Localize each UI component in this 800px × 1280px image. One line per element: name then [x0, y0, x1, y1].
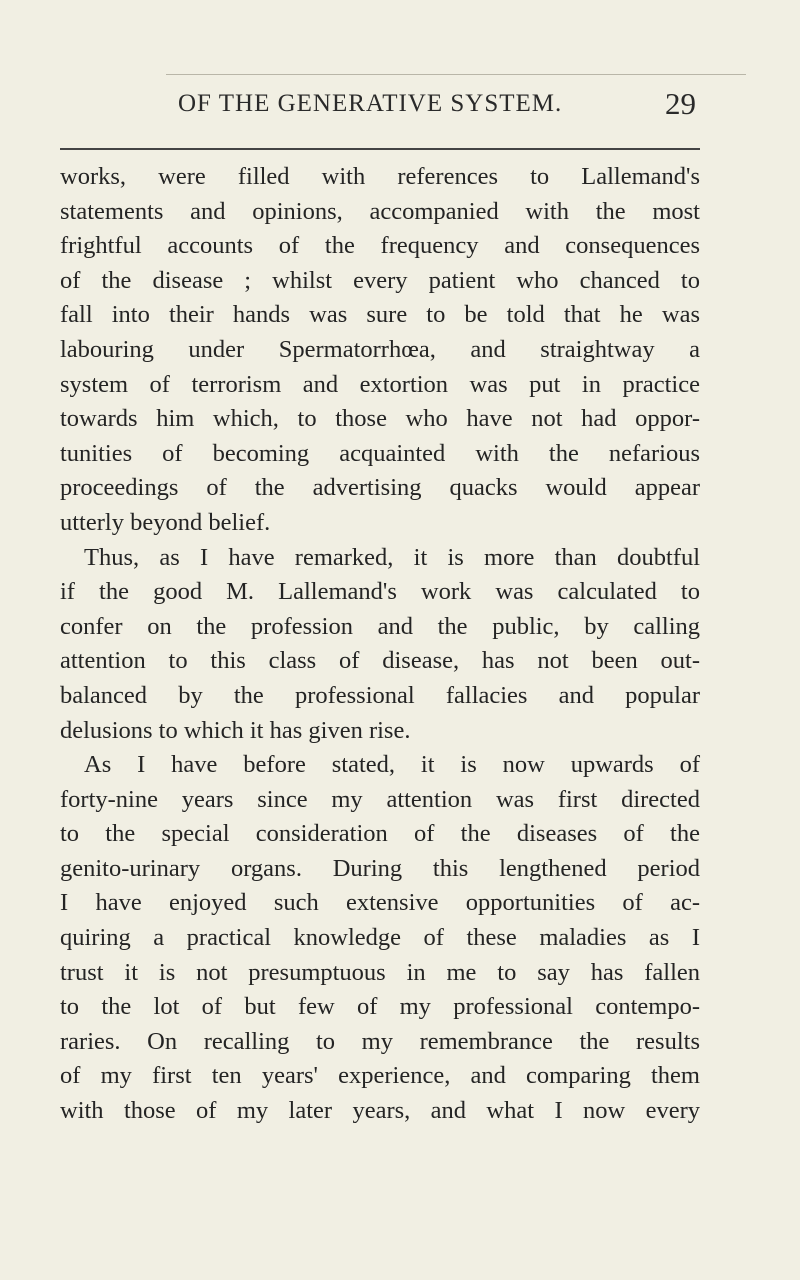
header-rule — [60, 148, 700, 150]
text-line: attention to this class of disease, has not been out- — [60, 647, 700, 675]
body-text — [60, 160, 700, 1129]
page-number: 29 — [665, 86, 696, 121]
text-line: fall into their hands was sure to be told that he was — [60, 301, 700, 329]
text-line: to the lot of but few of my professional contempo- — [60, 993, 700, 1021]
text-line: I have enjoyed such extensive opportunities of ac- — [60, 889, 700, 917]
page-header — [178, 86, 696, 126]
text-line: proceedings of the advertising quacks would appear — [60, 474, 700, 502]
text-line: delusions to which it has given rise. — [60, 716, 411, 744]
text-line: statements and opinions, accompanied with the most — [60, 197, 700, 225]
text-line: towards him which, to those who have not had oppor- — [60, 405, 700, 433]
text-line: system of terrorism and extortion was put in practice — [60, 370, 700, 398]
text-line: Thus, as I have remarked, it is more than doubtful — [84, 543, 700, 571]
running-head: OF THE GENERATIVE SYSTEM. — [178, 90, 563, 117]
text-line: utterly beyond belief. — [60, 508, 271, 536]
text-line: to the special consideration of the diseases of the — [60, 820, 700, 848]
top-edge-rule — [166, 74, 746, 75]
text-line: balanced by the professional fallacies and popular — [60, 681, 700, 709]
text-line: trust it is not presumptuous in me to say has fallen — [60, 958, 700, 986]
text-line: of the disease ; whilst every patient who chanced to — [60, 266, 700, 294]
text-line: of my first ten years' experience, and comparing them — [60, 1062, 700, 1090]
text-line: quiring a practical knowledge of these maladies as I — [60, 924, 700, 952]
text-line: works, were filled with references to Lallemand's — [60, 163, 700, 190]
text-line: labouring under Spermatorrhœa, and straightway a — [60, 335, 700, 363]
text-line: frightful accounts of the frequency and consequences — [60, 232, 700, 260]
text-line: confer on the profession and the public, by calling — [60, 612, 700, 640]
text-line: As I have before stated, it is now upwards of — [84, 751, 700, 779]
text-line: genito-urinary organs. During this lengthened period — [60, 854, 700, 882]
text-line: raries. On recalling to my remembrance the results — [60, 1027, 700, 1055]
text-line: forty-nine years since my attention was first directed — [60, 785, 700, 813]
text-line: with those of my later years, and what I now every — [60, 1097, 700, 1125]
text-line: tunities of becoming acquainted with the nefarious — [60, 439, 700, 467]
text-line: if the good M. Lallemand's work was calculated to — [60, 578, 700, 606]
